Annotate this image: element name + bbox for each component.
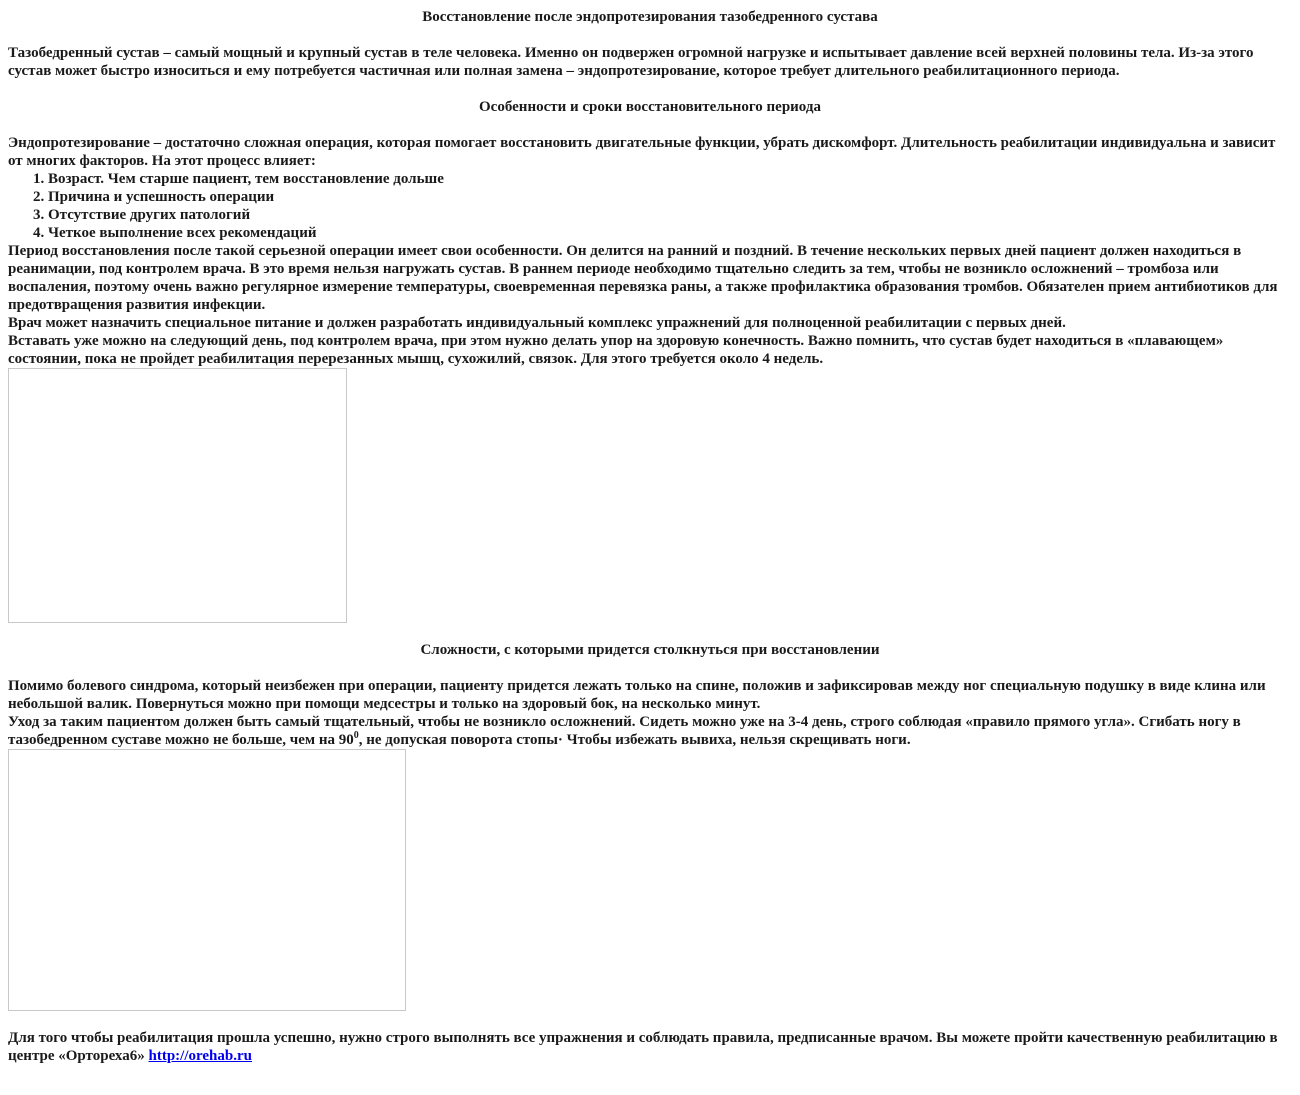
spacer <box>8 116 1292 134</box>
section-heading-difficulties: Сложности, с которыми придется столкнуться при восстановлении <box>420 642 880 658</box>
care-text-end: , не допуская поворота стопы· Чтобы избежать вывиха, нельзя скрещивать ноги. <box>358 732 911 748</box>
spacer <box>8 1011 1292 1029</box>
list-item: 4. Четкое выполнение всех рекомендаций <box>48 224 1292 242</box>
spacer <box>8 659 1292 677</box>
page-title: Восстановление после эндопротезирования тазобедренного сустава <box>422 9 878 25</box>
standing-paragraph: Вставать уже можно на следующий день, под контролем врача, при этом нужно делать упор на здоровую конечность. Важно помнить, что сустав будет находиться в «плавающем» состоянии, пока не пройдет реабилитация перерезанных мышц, сухожилий, связок. Для этого требуется около 4 недель. <box>8 333 1224 367</box>
spacer <box>8 623 1292 641</box>
care-paragraph <box>8 713 1292 749</box>
section-heading-periods: Особенности и сроки восстановительного периода <box>479 99 821 115</box>
image-placeholder-2 <box>8 749 406 1011</box>
intro-paragraph: Тазобедренный сустав – самый мощный и крупный сустав в теле человека. Именно он подвержен огромной нагрузке и испытывает давление всей верхней половины тела. Из-за этого сустав может быстро износиться и ему потребуется частичная или полная замена – эндопротезирование, которое требует длительного реабилитационного периода. <box>8 45 1254 79</box>
closing-paragraph <box>8 1029 1292 1065</box>
care-text: Уход за таким пациентом должен быть самый тщательный, чтобы не возникло осложнений. Сидеть можно уже на 3-4 день, строго соблюдая «правило прямого угла». Сгибать ногу в тазобедренном суставе можно не больше, чем на 90 <box>8 714 1241 748</box>
spacer <box>8 26 1292 44</box>
orehab-link[interactable]: http://orehab.ru <box>148 1048 252 1064</box>
list-item: 1. Возраст. Чем старше пациент, тем восстановление дольше <box>48 170 1292 188</box>
list-item: 3. Отсутствие других патологий <box>48 206 1292 224</box>
degree-superscript: 0 <box>353 730 359 741</box>
nutrition-paragraph: Врач может назначить специальное питание и должен разработать индивидуальный комплекс упражнений для полноценной реабилитации с первых дней. <box>8 315 1066 331</box>
image-placeholder-1 <box>8 368 347 623</box>
spacer <box>8 80 1292 98</box>
factors-list <box>8 170 1292 242</box>
section1-lead-paragraph: Эндопротезирование – достаточно сложная операция, которая помогает восстановить двигательные функции, убрать дискомфорт. Длительность реабилитации индивидуальна и зависит от многих факторов. На этот процесс влияет: <box>8 135 1276 169</box>
closing-text: Для того чтобы реабилитация прошла успешно, нужно строго выполнять все упражнения и соблюдать правила, предписанные врачом. Вы можете пройти качественную реабилитацию в центре «Ортореха6» <box>8 1030 1278 1064</box>
list-item: 2. Причина и успешность операции <box>48 188 1292 206</box>
pain-syndrome-paragraph: Помимо болевого синдрома, который неизбежен при операции, пациенту придется лежать только на спине, положив и зафиксировав между ног специальную подушку в виде клина или небольшой валик. Повернуться можно при помощи медсестры и только на здоровый бок, на несколько минут. <box>8 678 1266 712</box>
recovery-period-paragraph: Период восстановления после такой серьезной операции имеет свои особенности. Он делится на ранний и поздний. В течение нескольких первых дней пациент должен находиться в реанимации, под контролем врача. В это время нельзя нагружать сустав. В раннем периоде необходимо тщательно следить за тем, чтобы не возникло осложнений – тромбоза или воспаления, поэтому очень важно регулярное измерение температуры, своевременная перевязка раны, а также профилактика образования тромбов. Обязателен прием антибиотиков для предотвращения развития инфекции. <box>8 243 1278 313</box>
